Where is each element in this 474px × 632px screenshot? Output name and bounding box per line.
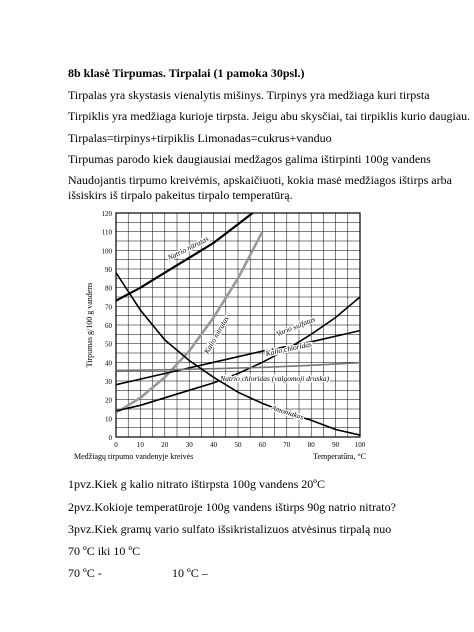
question-3-range: 70 ºC iki 10 ºC	[68, 544, 141, 558]
y-axis-label: Tirpumas g/100 g vandens	[85, 282, 94, 368]
series-label: Natrio nitratas	[166, 233, 211, 263]
paragraph-formula: Tirpalas=tirpinys+tirpiklis Limonadas=cukrus+vanduo	[68, 131, 332, 145]
solubility-chart	[74, 205, 374, 463]
question-3: 3pvz.Kiek gramų vario sulfato išsikristalizuos atvėsinus tirpalą nuo	[68, 522, 392, 536]
y-tick-label: 40	[105, 359, 112, 368]
x-tick-label: 90	[332, 441, 340, 449]
y-tick-label: 50	[105, 340, 112, 349]
y-tick-label: 90	[105, 266, 112, 274]
series-label: Vario sulfatas	[274, 314, 317, 339]
x-tick-label: 10	[136, 441, 144, 449]
x-tick-label: 50	[234, 441, 242, 449]
paragraph-tirpiklis: Tirpiklis yra medžiaga kurioje tirpsta. Jeigu abu skysčiai, tai tirpiklis kurio daugiau.	[68, 109, 471, 123]
y-tick-label: 30	[105, 378, 112, 386]
question-2: 2pvz.Kokioje temperatūroje 100g vandens ištirps 90g natrio nitrato?	[68, 500, 396, 514]
y-tick-label: 80	[105, 284, 112, 293]
paragraph-tirpalas: Tirpalas yra skystasis vienalytis mišinys. Tirpinys yra medžiaga kuri tirpsta	[68, 88, 430, 102]
y-tick-label: 70	[105, 303, 112, 312]
x-tick-label: 70	[283, 441, 291, 449]
x-tick-label: 30	[185, 441, 193, 449]
series-label: Natrio chloridas (valgomoji druska)	[220, 374, 330, 383]
x-tick-label: 40	[210, 441, 218, 449]
series-label: Kalio nitratas	[201, 314, 231, 356]
y-tick-label: 120	[101, 210, 112, 218]
y-tick-label: 60	[105, 322, 112, 330]
x-axis-label: Temperatūra, °C	[313, 452, 366, 461]
y-tick-label: 20	[105, 396, 112, 405]
series-label: Kalio chloridas	[264, 339, 313, 358]
answer-10c: 10 ºC –	[172, 566, 208, 580]
x-tick-label: 20	[161, 441, 169, 449]
question-1: 1pvz.Kiek g kalio nitrato ištirpsta 100g vandens 20ºC	[68, 477, 326, 491]
x-tick-label: 0	[114, 441, 118, 449]
x-tick-label: 60	[258, 441, 266, 449]
y-tick-label: 10	[105, 415, 112, 424]
y-tick-label: 0	[108, 434, 112, 442]
paragraph-task-line2: išsiskirs iš tirpalo pakeitus tirpalo temperatūrą.	[68, 188, 293, 202]
x-tick-label: 100	[354, 441, 366, 449]
series-label: Amoniakas	[270, 402, 305, 422]
paragraph-task-line1: Naudojantis tirpumo kreivėmis, apskaičiuoti, kokia masė medžiagos ištirps arba	[68, 173, 452, 187]
paragraph-tirpumas: Tirpumas parodo kiek daugiausiai medžagos galima ištirpinti 100g vandens	[68, 152, 431, 166]
x-tick-label: 80	[307, 441, 315, 449]
y-tick-label: 100	[101, 247, 112, 256]
document-title: 8b klasė Tirpumas. Tirpalai (1 pamoka 30psl.)	[68, 66, 305, 80]
answer-70c: 70 ºC -	[68, 566, 102, 580]
y-tick-label: 110	[101, 228, 112, 237]
x-axis-caption: Medžiagų tirpumo vandenyje kreivės	[74, 452, 194, 461]
